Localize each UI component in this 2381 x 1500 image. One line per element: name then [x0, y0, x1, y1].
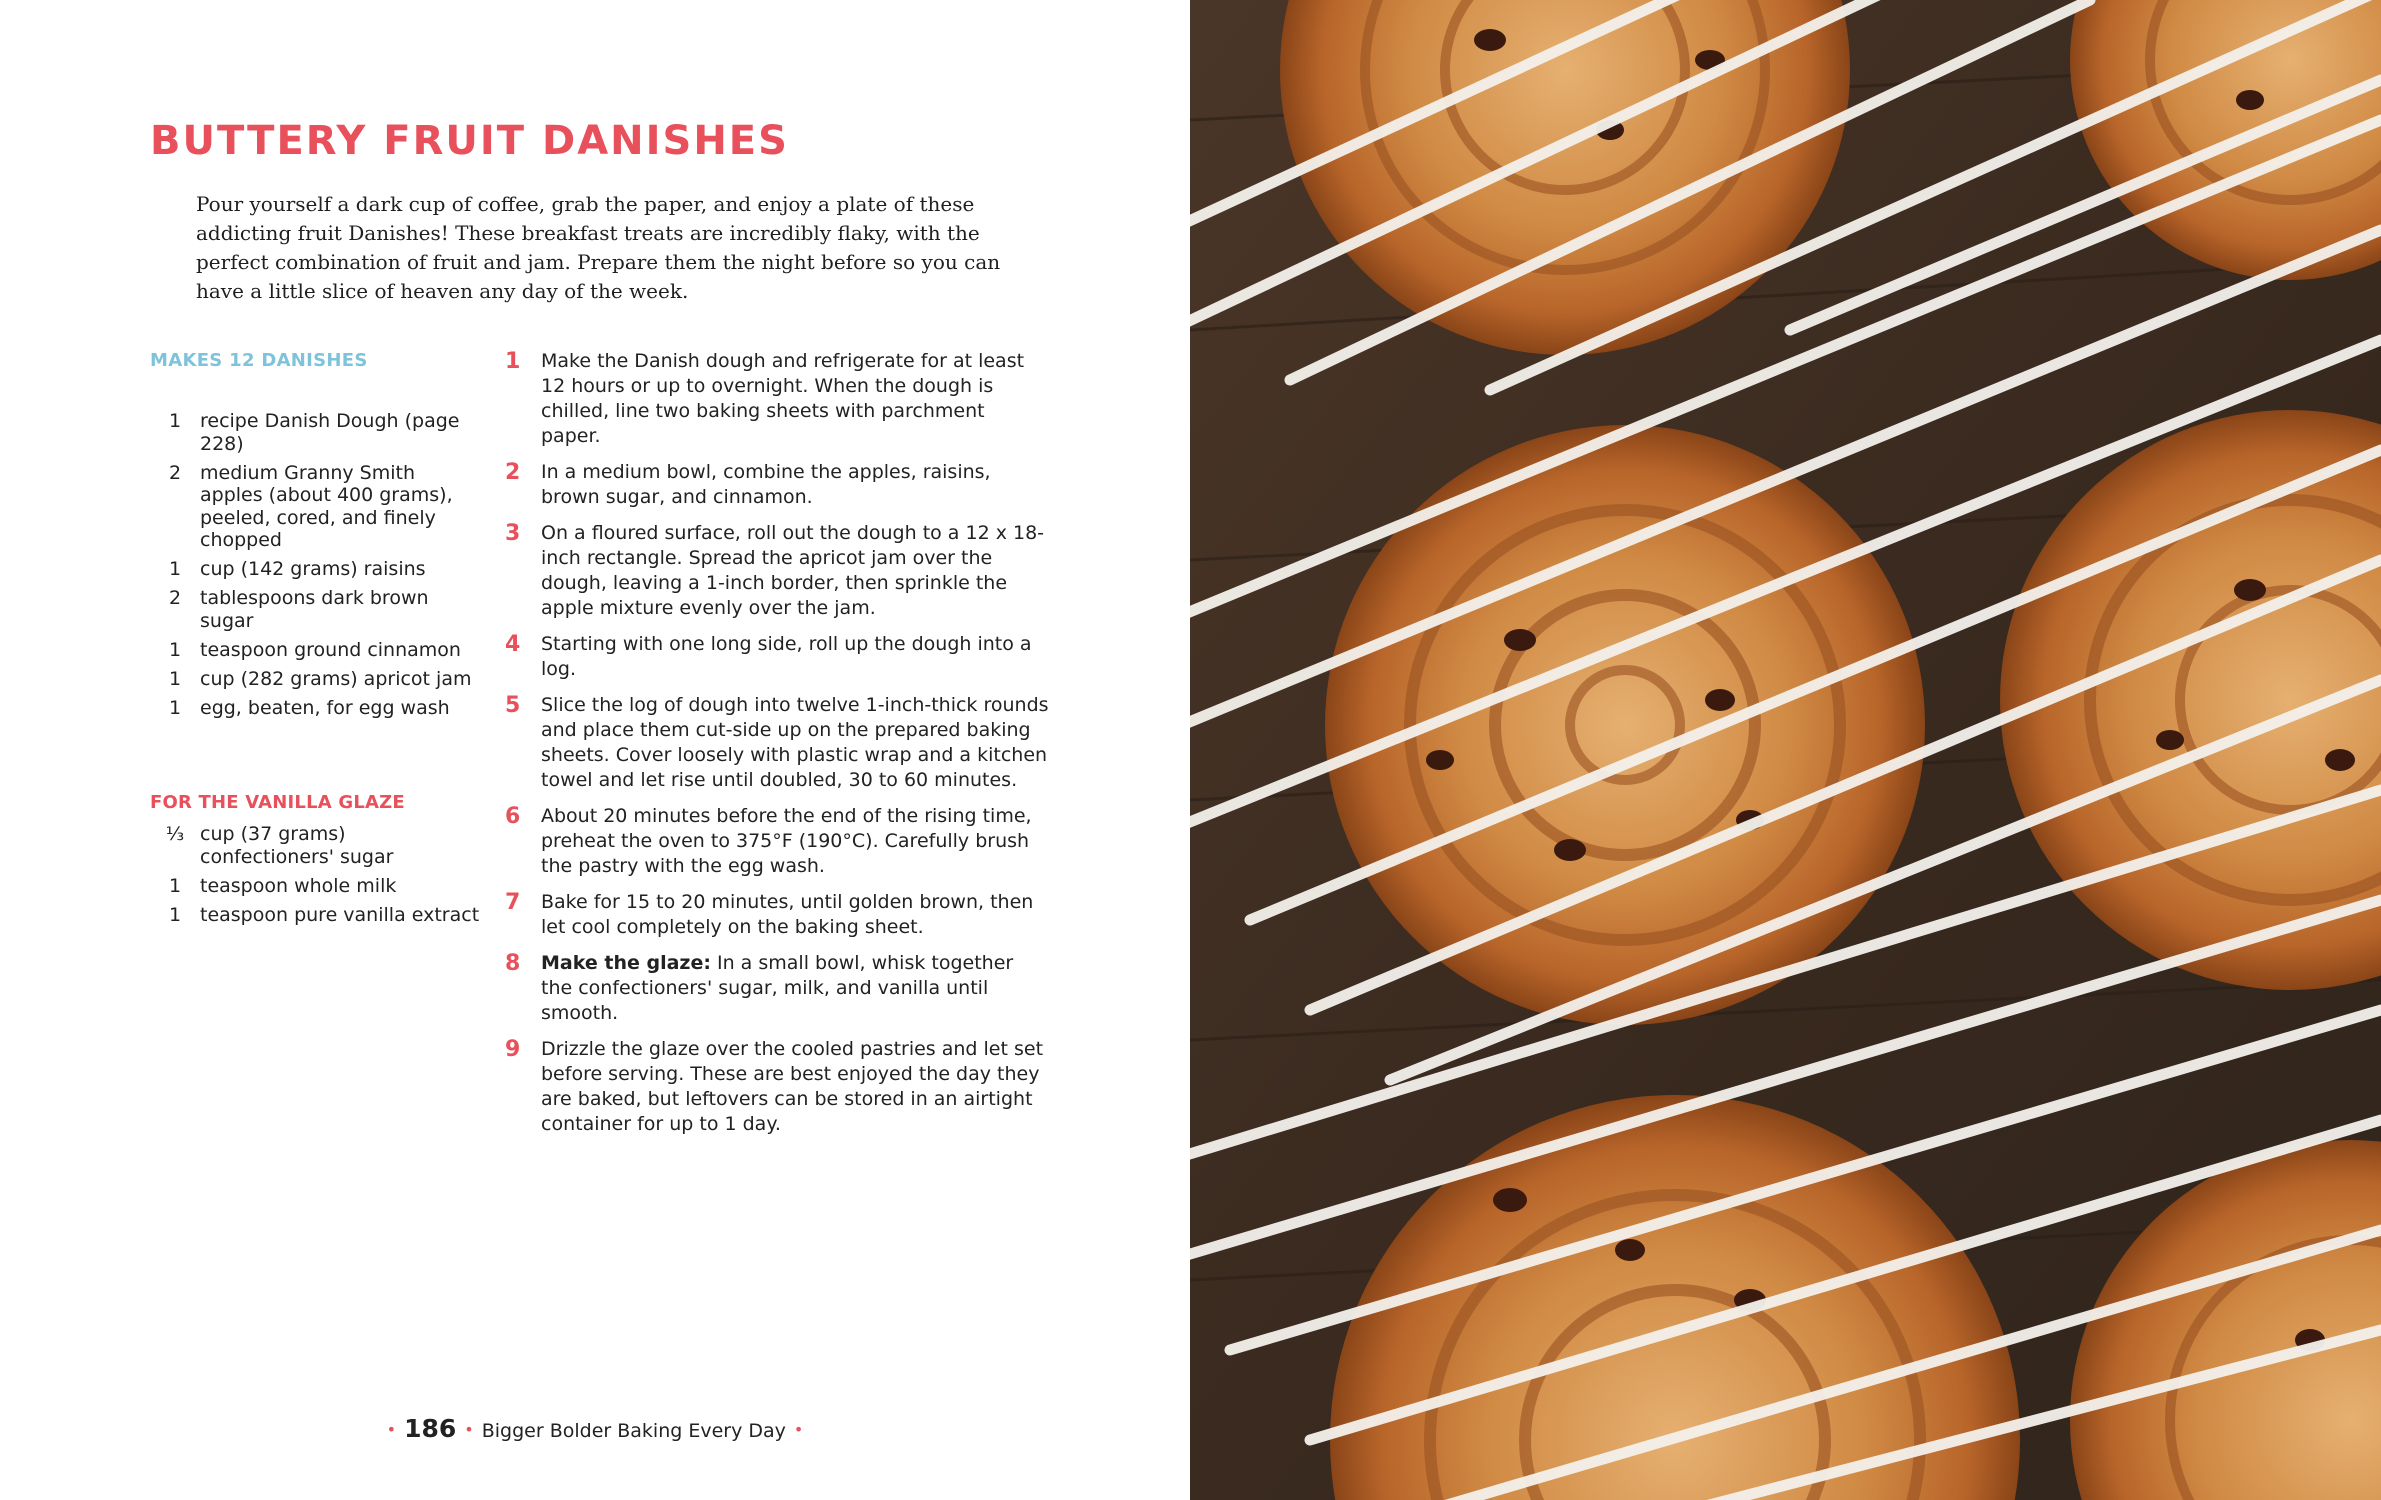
step-body: [541, 890, 1050, 940]
recipe-intro: Pour yourself a dark cup of coffee, grab the paper, and enjoy a plate of these addicting fruit Danishes! These breakfast treats are incredibly flaky, with the perfect combination of fruit and jam. Prepare them the night before so you can have a little slice of heaven any day of the week.: [196, 192, 1001, 303]
step-number: 1: [505, 349, 521, 374]
ingredient-text: teaspoon whole milk: [200, 874, 397, 897]
method-steps: [505, 349, 1050, 1148]
ingredient-item: [150, 587, 480, 632]
ingredient-text: egg, beaten, for egg wash: [200, 696, 450, 719]
step-text: Slice the log of dough into twelve 1-inch-thick rounds and place them cut-side up on the prepared baking sheets. Cover loosely with plastic wrap and a kitchen towel and let rise until doubled, 30 to 60 minutes.: [541, 694, 1049, 791]
step-body: [541, 632, 1050, 682]
step-number: 5: [505, 693, 521, 718]
danish-pastries-photo: [1190, 0, 2381, 1500]
ingredient-text: medium Granny Smith apples (about 400 grams), peeled, cored, and finely chopped: [200, 461, 453, 551]
step-text: In a medium bowl, combine the apples, raisins, brown sugar, and cinnamon.: [541, 461, 991, 508]
food-photo: [1190, 0, 2381, 1500]
ingredient-quantity: 1: [168, 903, 182, 926]
ingredient-text: teaspoon pure vanilla extract: [200, 903, 480, 926]
footer-bullet: •: [464, 1420, 474, 1439]
method-step: [505, 693, 1050, 793]
ingredient-quantity: 1: [168, 558, 182, 580]
ingredient-quantity: 2: [168, 587, 182, 609]
ingredient-quantity: ⅓: [165, 823, 185, 845]
step-text: Make the Danish dough and refrigerate for at least 12 hours or up to overnight. When the dough is chilled, line two baking sheets with parchment paper.: [541, 350, 1025, 447]
step-body: [541, 804, 1050, 879]
recipe-title: BUTTERY FRUIT DANISHES: [150, 118, 789, 164]
step-number: 2: [505, 460, 521, 485]
step-body: [541, 349, 1050, 449]
ingredient-quantity: 1: [168, 696, 182, 719]
step-number: 9: [505, 1037, 521, 1062]
yield-label: MAKES 12 DANISHES: [150, 350, 368, 371]
step-text: In a small bowl, whisk together the confectioners' sugar, milk, and vanilla until smooth.: [541, 952, 1014, 1024]
footer-bullet: •: [386, 1420, 397, 1439]
method-step: [505, 804, 1050, 879]
step-body: [541, 460, 1050, 510]
step-number: 6: [505, 804, 521, 829]
ingredient-text: tablespoons dark brown sugar: [200, 587, 429, 632]
method-step: [505, 460, 1050, 510]
step-number: 3: [505, 521, 521, 546]
method-step: [505, 951, 1050, 1026]
step-lead: Make the glaze:: [541, 952, 711, 974]
step-number: 8: [505, 951, 521, 976]
ingredient-item: [150, 697, 480, 720]
ingredient-text: cup (282 grams) apricot jam: [200, 667, 472, 690]
ingredient-quantity: 1: [168, 874, 182, 897]
method-step: [505, 632, 1050, 682]
page-footer: [0, 1414, 1190, 1443]
step-body: [541, 693, 1050, 793]
ingredient-item: [150, 558, 480, 581]
step-text: Starting with one long side, roll up the dough into a log.: [541, 633, 1032, 680]
ingredient-quantity: 1: [168, 410, 182, 432]
step-text: Bake for 15 to 20 minutes, until golden brown, then let cool completely on the baking sheet.: [541, 891, 1034, 938]
step-text: On a floured surface, roll out the dough to a 12 x 18-inch rectangle. Spread the apricot jam over the dough, leaving a 1-inch border, then sprinkle the apple mixture evenly over the jam.: [541, 522, 1045, 619]
ingredient-item: [150, 410, 480, 455]
glaze-ingredient-list: [150, 823, 480, 933]
step-number: 7: [505, 890, 521, 915]
ingredient-quantity: 1: [168, 667, 182, 690]
ingredient-quantity: 1: [168, 638, 182, 661]
footer-bullet: •: [793, 1420, 804, 1439]
page-number: 186: [404, 1414, 457, 1443]
recipe-page: [0, 0, 1190, 1500]
method-step: [505, 1037, 1050, 1137]
ingredient-text: cup (142 grams) raisins: [200, 558, 426, 580]
step-body: [541, 521, 1050, 621]
ingredient-list: [150, 410, 480, 726]
ingredient-item: [150, 904, 480, 927]
method-step: [505, 890, 1050, 940]
step-body: [541, 951, 1050, 1026]
step-body: [541, 1037, 1050, 1137]
glaze-heading: FOR THE VANILLA GLAZE: [150, 792, 405, 813]
step-number: 4: [505, 632, 521, 657]
ingredient-item: [150, 823, 480, 868]
ingredient-item: [150, 462, 480, 552]
method-step: [505, 349, 1050, 449]
ingredient-text: recipe Danish Dough (page 228): [200, 410, 460, 455]
ingredient-item: [150, 668, 480, 691]
book-title: Bigger Bolder Baking Every Day: [481, 1420, 786, 1442]
ingredient-item: [150, 875, 480, 898]
ingredient-item: [150, 639, 480, 662]
step-text: About 20 minutes before the end of the rising time, preheat the oven to 375°F (190°C). Carefully brush the pastry with the egg wash.: [541, 805, 1032, 877]
ingredient-text: teaspoon ground cinnamon: [200, 638, 461, 661]
step-text: Drizzle the glaze over the cooled pastries and let set before serving. These are best enjoyed the day they are baked, but leftovers can be stored in an airtight container for up to 1 day.: [541, 1038, 1044, 1135]
ingredient-text: cup (37 grams) confectioners' sugar: [200, 823, 394, 868]
ingredient-quantity: 2: [168, 461, 182, 484]
method-step: [505, 521, 1050, 621]
